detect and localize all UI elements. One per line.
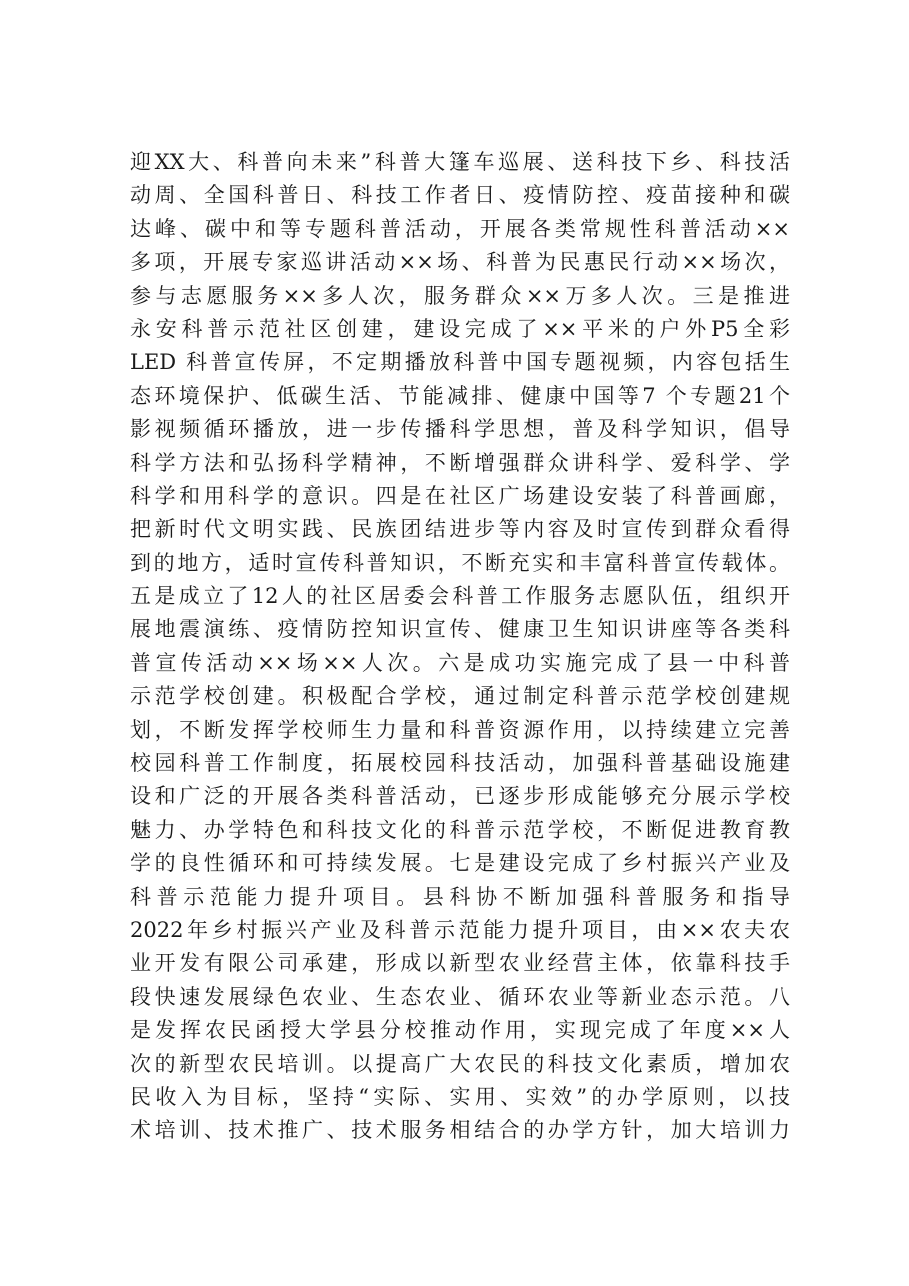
- body-paragraph: [130, 146, 790, 1148]
- text-line: 多项，开展专家巡讲活动××场、科普为民惠民行动××场次，: [130, 250, 790, 275]
- text-line: 设和广泛的开展各类科普活动，已逐步形成能够充分展示学校: [130, 784, 790, 809]
- text-line: 到的地方，适时宣传科普知识，不断充实和丰富科普宣传载体。: [130, 550, 790, 575]
- text-line: 达峰、碳中和等专题科普活动，开展各类常规性科普活动××: [130, 216, 790, 241]
- text-line: 永安科普示范社区创建，建设完成了××平米的户外P5全彩: [130, 316, 790, 341]
- text-line: 段快速发展绿色农业、生态农业、循环农业等新业态示范。八: [130, 984, 790, 1009]
- text-line: 是发挥农民函授大学县分校推动作用，实现完成了年度××人: [130, 1018, 790, 1043]
- text-line: 动周、全国科普日、科技工作者日、疫情防控、疫苗接种和碳: [130, 183, 790, 208]
- text-line: 次的新型农民培训。以提高广大农民的科技文化素质，增加农: [130, 1051, 790, 1076]
- text-line: 划，不断发挥学校师生力量和科普资源作用，以持续建立完善: [130, 717, 790, 742]
- text-line: 迎XX大、科普向未来”科普大篷车巡展、送科技下乡、科技活: [130, 150, 790, 174]
- text-line: 术培训、技术推广、技术服务相结合的办学方针，加大培训力: [130, 1118, 790, 1143]
- text-line: 五是成立了12人的社区居委会科普工作服务志愿队伍，组织开: [130, 584, 790, 609]
- text-line: 2022年乡村振兴产业及科普示范能力提升项目，由××农夫农: [130, 917, 790, 942]
- text-line: 影视频循环播放，进一步传播科学思想，普及科学知识，倡导: [130, 417, 790, 442]
- text-line: LED 科普宣传屏，不定期播放科普中国专题视频，内容包括生: [130, 350, 790, 375]
- text-line: 科学和用科学的意识。四是在社区广场建设安装了科普画廊，: [130, 483, 790, 508]
- text-line: 态环境保护、低碳生活、节能减排、健康中国等7 个专题21个: [130, 383, 790, 408]
- text-line: 民收入为目标，坚持“实际、实用、实效”的办学原则，以技: [130, 1084, 790, 1109]
- text-line: 把新时代文明实践、民族团结进步等内容及时宣传到群众看得: [130, 517, 790, 542]
- text-line: 普宣传活动××场××人次。六是成功实施完成了县一中科普: [130, 650, 790, 675]
- text-line: 展地震演练、疫情防控知识宣传、健康卫生知识讲座等各类科: [130, 617, 790, 642]
- text-line: 参与志愿服务××多人次，服务群众××万多人次。三是推进: [130, 283, 790, 308]
- text-line: 校园科普工作制度，拓展校园科技活动，加强科普基础设施建: [130, 751, 790, 776]
- text-line: 科普示范能力提升项目。县科协不断加强科普服务和指导: [130, 884, 790, 909]
- text-line: 示范学校创建。积极配合学校，通过制定科普示范学校创建规: [130, 684, 790, 709]
- text-line: 学的良性循环和可持续发展。七是建设完成了乡村振兴产业及: [130, 851, 790, 876]
- text-line: 科学方法和弘扬科学精神，不断增强群众讲科学、爱科学、学: [130, 450, 790, 475]
- text-line: 业开发有限公司承建，形成以新型农业经营主体，依靠科技手: [130, 951, 790, 976]
- text-line: 魅力、办学特色和科技文化的科普示范学校，不断促进教育教: [130, 817, 790, 842]
